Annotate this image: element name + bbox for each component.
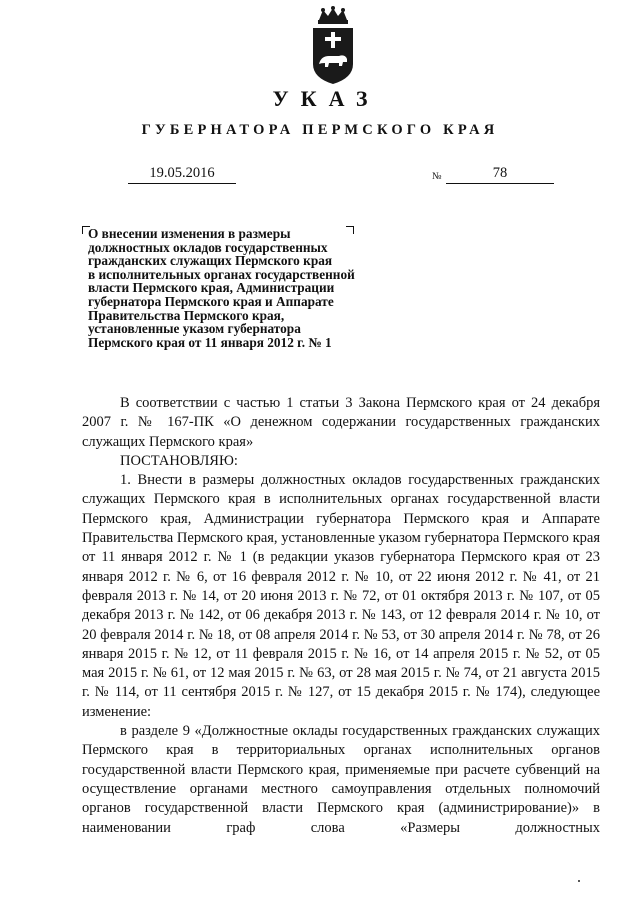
heading-line: должностных окладов государственных	[88, 239, 328, 255]
decree-title: УКАЗ	[272, 86, 380, 111]
decree-date: 19.05.2016	[128, 164, 236, 184]
heading-line: установленные указом губернатора	[88, 321, 301, 337]
heading-line: губернатора Пермского края и Аппарате	[88, 293, 334, 309]
preamble-paragraph: В соответствии с частью 1 статьи 3 Закона Пермского края от 24 декабря 2007 г. № 167-ПК «О денежном содержании государственных гражданских служащих Пермского края»	[82, 395, 600, 450]
decree-number: 78	[446, 164, 554, 184]
number-sign: №	[432, 171, 442, 182]
coat-of-arms-icon	[305, 6, 361, 86]
decree-issuer: ГУБЕРНАТОРА ПЕРМСКОГО КРАЯ	[141, 122, 499, 138]
resolve-clause: ПОСТАНОВЛЯЮ:	[120, 452, 238, 469]
item-1-detail-paragraph: в разделе 9 «Должностные оклады государственных гражданских служащих Пермского края в территориальных органах исполнительных органов государственной власти Пермского края, применяемые при расчете субвенций на осуществление органами местного самоуправления отдельных полномочий органов государственной власти Пермского края (администрирование)» в наименовании граф слова «Размеры должностных	[82, 723, 600, 836]
heading-line: гражданских служащих Пермского края	[88, 253, 333, 269]
heading-line: власти Пермского края, Администрации	[88, 280, 335, 296]
decree-body	[82, 394, 600, 838]
item-1-paragraph: 1. Внести в размеры должностных окладов государственных гражданских служащих Пермского края в исполнительных органах государственной власти Пермского края, Администрации губернатора Пермского края и Аппарате Правительства Пермского края, установленные указом губернатора Пермского края от 11 января 2012 г. № 1 (в редакции указов губернатора Пермского края от 23 января 2012 г. № 6, от 16 февраля 2012 г. № 10, от 22 июня 2012 г. № 41, от 21 февраля 2013 г. № 14, от 20 июня 2013 г. № 72, от 01 октября 2013 г. № 107, от 05 декабря 2013 г. № 142, от 06 декабря 2013 г. № 143, от 12 февраля 2014 г. № 10, от 20 февраля 2014 г. № 18, от 08 апреля 2014 г. № 53, от 30 апреля 2014 г. № 78, от 26 января 2015 г. № 12, от 11 февраля 2015 г. № 16, от 14 апреля 2015 г. № 52, от 05 мая 2015 г. № 61, от 12 мая 2015 г. № 63, от 28 мая 2015 г. № 74, от 21 августа 2015 г. № 114, от 11 сентября 2015 г. № 127, от 15 декабря 2015 г. № 174), следующее изменение:	[82, 472, 600, 720]
heading-line: О внесении изменения в размеры	[88, 226, 291, 241]
heading-line: Пермского края от 11 января 2012 г. № 1	[88, 334, 332, 350]
decree-heading	[88, 227, 418, 349]
heading-line: Правительства Пермского края,	[88, 307, 285, 323]
heading-line: в исполнительных органах государственной	[88, 266, 355, 282]
scan-speck	[578, 880, 580, 882]
